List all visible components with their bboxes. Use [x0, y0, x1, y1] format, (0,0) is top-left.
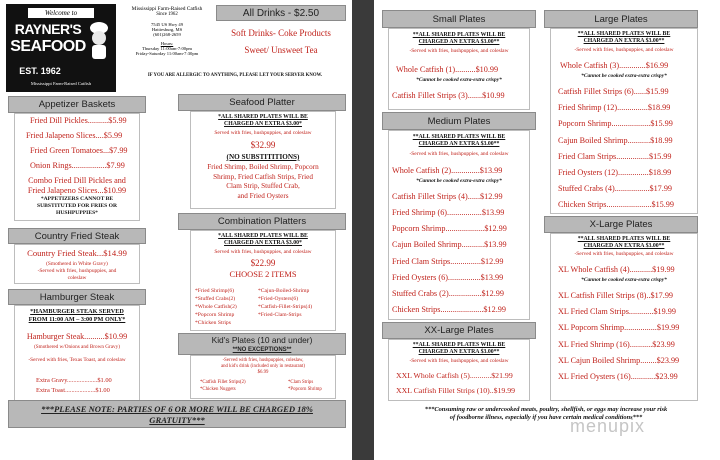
- xl-item: XL Cajun Boiled Shrimp........$23.99: [558, 356, 680, 365]
- gratuity-note-1: ***PLEASE NOTE: PARTIES OF 6 OR MORE WILL BE CHARGED 18%: [41, 404, 313, 414]
- xl-header: X-Large Plates: [544, 216, 698, 233]
- kids-options-left: [200, 380, 246, 393]
- kids-option: *Popcorn Shrimp: [288, 386, 322, 392]
- kids-desc: [190, 358, 336, 376]
- large-whole: Whole Catfish (3).............$16.99: [560, 61, 669, 70]
- logo-est: EST. 1962: [19, 66, 61, 76]
- platter-items-1: Fried Shrimp, Boiled Shrimp, Popcorn: [207, 163, 319, 171]
- combination-option: *Catfish-Fillet-Strips(4): [258, 304, 313, 310]
- medium-item: Fried Clam Strips...............$12.99: [392, 257, 504, 266]
- large-item: Fried Clam Strips................$15.99: [558, 152, 672, 161]
- kids-option: *Catfish Fillet Strips(2): [200, 380, 246, 385]
- platter-nosub: (NO SUBSTITITIONS): [226, 153, 300, 161]
- kids-desc-2: and kid's drink (included only in restaurant): [221, 364, 305, 369]
- xxl-shared: [388, 342, 530, 356]
- medium-whole: Whole Catfish (2)..............$13.99: [392, 166, 503, 175]
- kids-header: [178, 333, 346, 355]
- drinks-line-2: Sweet/ Unsweet Tea: [244, 45, 318, 55]
- combination-option: *Cajun-Boiled-Shrimp: [258, 288, 310, 294]
- gratuity-note: [8, 400, 346, 428]
- combination-option: *Stuffed Crabs(2): [195, 296, 236, 302]
- watermark: menupix: [570, 416, 646, 436]
- info-since: Since 1962: [156, 12, 178, 17]
- xxl-shared-1: **ALL SHARED PLATES WILL BE: [412, 342, 506, 348]
- large-item: Chicken Strips......................$15.99: [558, 200, 674, 209]
- xl-crispy: *Cannot be cooked extra-extra crispy*: [581, 277, 667, 283]
- menu-page-right: [374, 0, 720, 460]
- small-shared: [388, 32, 530, 46]
- medium-header: Medium Plates: [382, 112, 536, 130]
- small-shared-1: **ALL SHARED PLATES WILL BE: [412, 32, 506, 38]
- appetizers-header: Appetizer Baskets: [8, 96, 146, 113]
- logo-name-2: SEAFOOD: [10, 38, 86, 55]
- combination-option: *Chicken Strips: [195, 320, 231, 326]
- kids-options-right: [288, 380, 322, 393]
- medium-item: Catfish Fillet Strips (4)......$12.99: [392, 192, 503, 201]
- country-item: Country Fried Steak...$14.99: [27, 248, 127, 258]
- medium-item: Chicken Strips.....................$12.99: [392, 305, 506, 314]
- platter-items-3: Clam Strip, Stuffed Crab,: [226, 182, 300, 190]
- xl-item: XL Fried Oysters (16)............$23.99: [558, 372, 678, 381]
- large-item: Fried Shrimp (12)...............$18.99: [558, 103, 671, 112]
- raw-food-warning: [378, 406, 714, 422]
- xl-shared-2: CHARGED AN EXTRA $3.00**: [583, 243, 665, 249]
- platter-header: Seafood Platter: [178, 94, 346, 111]
- country-desc-1: -Served with fries, hushpuppies, and: [37, 268, 117, 274]
- medium-shared-1: **ALL SHARED PLATES WILL BE: [412, 134, 506, 140]
- large-header: Large Plates: [544, 10, 698, 28]
- xl-item: XL Popcorn Shrimp................$19.99: [558, 323, 680, 332]
- large-item: Popcorn Shrimp...................$15.99: [558, 119, 673, 128]
- logo-name-1: RAYNER'S: [14, 21, 82, 37]
- platter-items: [190, 163, 336, 201]
- info-phone: (601)268-2659: [153, 32, 181, 37]
- xxl-item: XXL Whole Catfish (5)...........$21.99: [396, 371, 513, 380]
- medium-item: Fried Shrimp (6).................$13.99: [392, 208, 505, 217]
- medium-shared: [388, 134, 530, 148]
- xl-whole: XL Whole Catfish (4)...........$19.99: [558, 265, 675, 274]
- appetizer-note-2: SUBSTITUTED FOR FRIES OR: [36, 203, 118, 209]
- raw-food-warning-1: ***Consuming raw or undercooked meats, poultry, shellfish, or eggs may increase your risk: [424, 406, 668, 413]
- large-item: Fried Oysters (12)...............$18.99: [558, 168, 672, 177]
- xxl-item: XXL Catfish Fillet Strips (10)..$19.99: [396, 386, 516, 395]
- chef-icon: [86, 20, 112, 60]
- large-desc: -Served with fries, hushpuppies, and coleslaw: [574, 47, 674, 53]
- small-item: Whole Catfish (1)..........$10.99: [396, 65, 499, 74]
- medium-item: Stuffed Crabs (2)................$12.99: [392, 289, 504, 298]
- large-shared-2: CHARGED AN EXTRA $3.00**: [583, 38, 665, 44]
- small-crispy: *Cannot be cooked extra-extra crispy*: [416, 77, 502, 83]
- info-hours-2: Friday-Saturday 11:00am-7:30pm: [135, 51, 199, 56]
- hamburger-note: [14, 308, 140, 324]
- country-sub: (Smothered in White Gravy): [46, 261, 108, 267]
- hamburger-extra-1: Extra Gravy...................$1.00: [36, 377, 112, 384]
- logo: [6, 4, 116, 92]
- menu-page-left: [0, 0, 352, 460]
- hamburger-note-2: FROM 11:00 AM – 3:00 PM ONLY*: [28, 316, 126, 323]
- platter-items-4: and Fried Oysters: [237, 191, 289, 200]
- combination-shared-2: CHARGED AN EXTRA $3.00*: [224, 240, 302, 246]
- large-crispy: *Cannot be cooked extra-extra crispy*: [581, 73, 667, 79]
- info-hours-1: Thursday 11:00am-7:00pm: [142, 46, 192, 51]
- combination-option: *Fried-Oysters(6): [258, 296, 299, 302]
- gratuity-note-2: GRATUITY***: [149, 415, 205, 425]
- appetizer-item: Fried Green Tomatoes...$7.99: [30, 146, 128, 155]
- platter-desc: Served with fries, hushpuppies, and coleslaw: [214, 130, 312, 136]
- hamburger-desc: -Served with fries, Texas Toast, and coleslaw: [28, 357, 126, 363]
- combination-option: *Popcorn Shrimp: [195, 312, 235, 318]
- large-item: Stuffed Crabs (4).................$17.99: [558, 184, 673, 193]
- medium-item: Fried Oysters (6)................$13.99: [392, 273, 504, 282]
- xl-shared-1: **ALL SHARED PLATES WILL BE: [577, 236, 671, 242]
- medium-item: Popcorn Shrimp...................$12.99: [392, 224, 507, 233]
- info-address-2: Hattiesburg, MS: [151, 27, 183, 32]
- platter-shared-1: *ALL SHARED PLATES WILL BE: [218, 114, 308, 120]
- combination-option: *Fried-Clam-Strips: [258, 312, 302, 318]
- small-shared-2: CHARGED AN EXTRA $3.00**: [418, 39, 500, 45]
- kids-price: $6.99: [257, 370, 269, 375]
- appetizer-item: Onion Rings.................$7.99: [30, 161, 125, 170]
- country-header: Country Fried Steak: [8, 228, 146, 244]
- logo-tagline: Mississippi Farm-Raised Catfish: [30, 81, 92, 86]
- combination-left: [195, 287, 237, 327]
- xl-desc: -Served with fries, hushpuppies, and coleslaw: [574, 251, 674, 257]
- combination-right: [258, 287, 312, 319]
- platter-price: $32.99: [250, 140, 276, 150]
- appetizer-note-3: HUSHPUPPIES*: [56, 210, 98, 216]
- country-desc-2: coleslaw: [67, 275, 87, 281]
- kids-desc-1: -Served with fries, hushpuppies, coleslaw,: [222, 358, 304, 363]
- large-item: Cajun Boiled Shrimp...........$18.99: [558, 136, 673, 145]
- large-shared-1: **ALL SHARED PLATES WILL BE: [577, 31, 671, 37]
- combination-desc: Served with fries, hushpuppies, and coleslaw: [214, 249, 312, 255]
- raw-food-warning-2: of foodborne illness, especially if you have certain medical conditions***: [449, 414, 643, 421]
- hamburger-sub: (Smothered w/Onions and Brown Gravy): [34, 344, 120, 350]
- combination-header: Combination Platters: [178, 213, 346, 230]
- hamburger-note-1: *HAMBURGER STEAK SERVED: [30, 308, 124, 315]
- drinks-line-1: Soft Drinks- Coke Products: [231, 28, 331, 38]
- kids-title: Kid's Plates (10 and under): [211, 335, 313, 345]
- platter-shared-2: CHARGED AN EXTRA $3.00*: [224, 121, 302, 127]
- medium-desc: -Served with fries, hushpuppies, and coleslaw: [409, 151, 509, 157]
- combination-choose: CHOOSE 2 ITEMS: [229, 270, 297, 279]
- medium-item: Cajun Boiled Shrimp...........$13.99: [392, 240, 507, 249]
- xl-item: XL Fried Shrimp (16)...........$23.99: [558, 340, 675, 349]
- combination-price: $22.99: [250, 258, 276, 268]
- hamburger-header: Hamburger Steak: [8, 289, 146, 305]
- platter-shared: [190, 114, 336, 128]
- platter-items-2: Shrimp, Fried Catfish Strips, Fried: [213, 172, 313, 181]
- info-hours-label: Hours:: [160, 41, 174, 46]
- kids-option: *Clam Strips: [288, 380, 314, 385]
- xl-shared: [550, 236, 698, 250]
- small-desc: -Served with fries, hushpuppies, and coleslaw: [409, 48, 509, 54]
- combination-shared-1: *ALL SHARED PLATES WILL BE: [218, 233, 308, 239]
- xl-item: XL Catfish Fillet Strips (8)..$17.99: [558, 291, 674, 300]
- combination-shared: [190, 233, 336, 247]
- large-shared: [550, 31, 698, 45]
- combination-option: *Fried Shrimp(6): [195, 288, 234, 294]
- small-header: Small Plates: [382, 10, 536, 28]
- xl-item: XL Fried Clam Strips............$19.99: [558, 307, 676, 316]
- appetizer-note-1: *APPETIZERS CANNOT BE: [40, 196, 114, 202]
- info-address-1: 7545 US Hwy 49: [150, 22, 184, 27]
- xxl-desc: -Served with fries, hushpuppies, and coleslaw: [409, 358, 509, 364]
- medium-shared-2: CHARGED AN EXTRA $3.00**: [418, 141, 500, 147]
- hamburger-item: Hamburger Steak..........$10.99: [26, 332, 128, 341]
- appetizer-item: Fried Jalapeno Slices....$5.99: [26, 131, 123, 140]
- large-item: Catfish Fillet Strips (6)......$15.99: [558, 87, 669, 96]
- medium-crispy: *Cannot be cooked extra-extra crispy*: [416, 178, 502, 184]
- kids-option: *Chicken Nuggets: [200, 386, 236, 392]
- combination-option: *Whole Catfish(2): [195, 304, 237, 310]
- kids-no-exceptions: **NO EXCEPTIONS**: [232, 347, 292, 353]
- appetizer-note: [14, 196, 140, 217]
- hamburger-extra-2: Extra Toast...................$1.00: [36, 387, 110, 394]
- country-desc: [14, 268, 140, 282]
- small-item: Catfish Fillet Strips (3).......$10.99: [392, 91, 505, 100]
- xxl-shared-2: CHARGED AN EXTRA $3.00**: [418, 349, 500, 355]
- appetizer-combo-1: Combo Fried Dill Pickles and: [28, 176, 126, 185]
- info-title: Mississippi Farm-Raised Catfish: [131, 6, 203, 12]
- appetizer-item: Fried Dill Pickles..........$5.99: [30, 116, 127, 125]
- allergy-note: IF YOU ARE ALLERGIC TO ANYTHING, PLEASE LET YOUR SERVER KNOW.: [147, 73, 323, 78]
- restaurant-info: [122, 4, 212, 72]
- xxl-header: XX-Large Plates: [382, 322, 536, 339]
- logo-welcome: Welcome to: [28, 8, 94, 18]
- drinks-header: All Drinks - $2.50: [216, 5, 346, 21]
- appetizer-combo-2: Fried Jalapeno Slices...$10.99: [27, 186, 127, 195]
